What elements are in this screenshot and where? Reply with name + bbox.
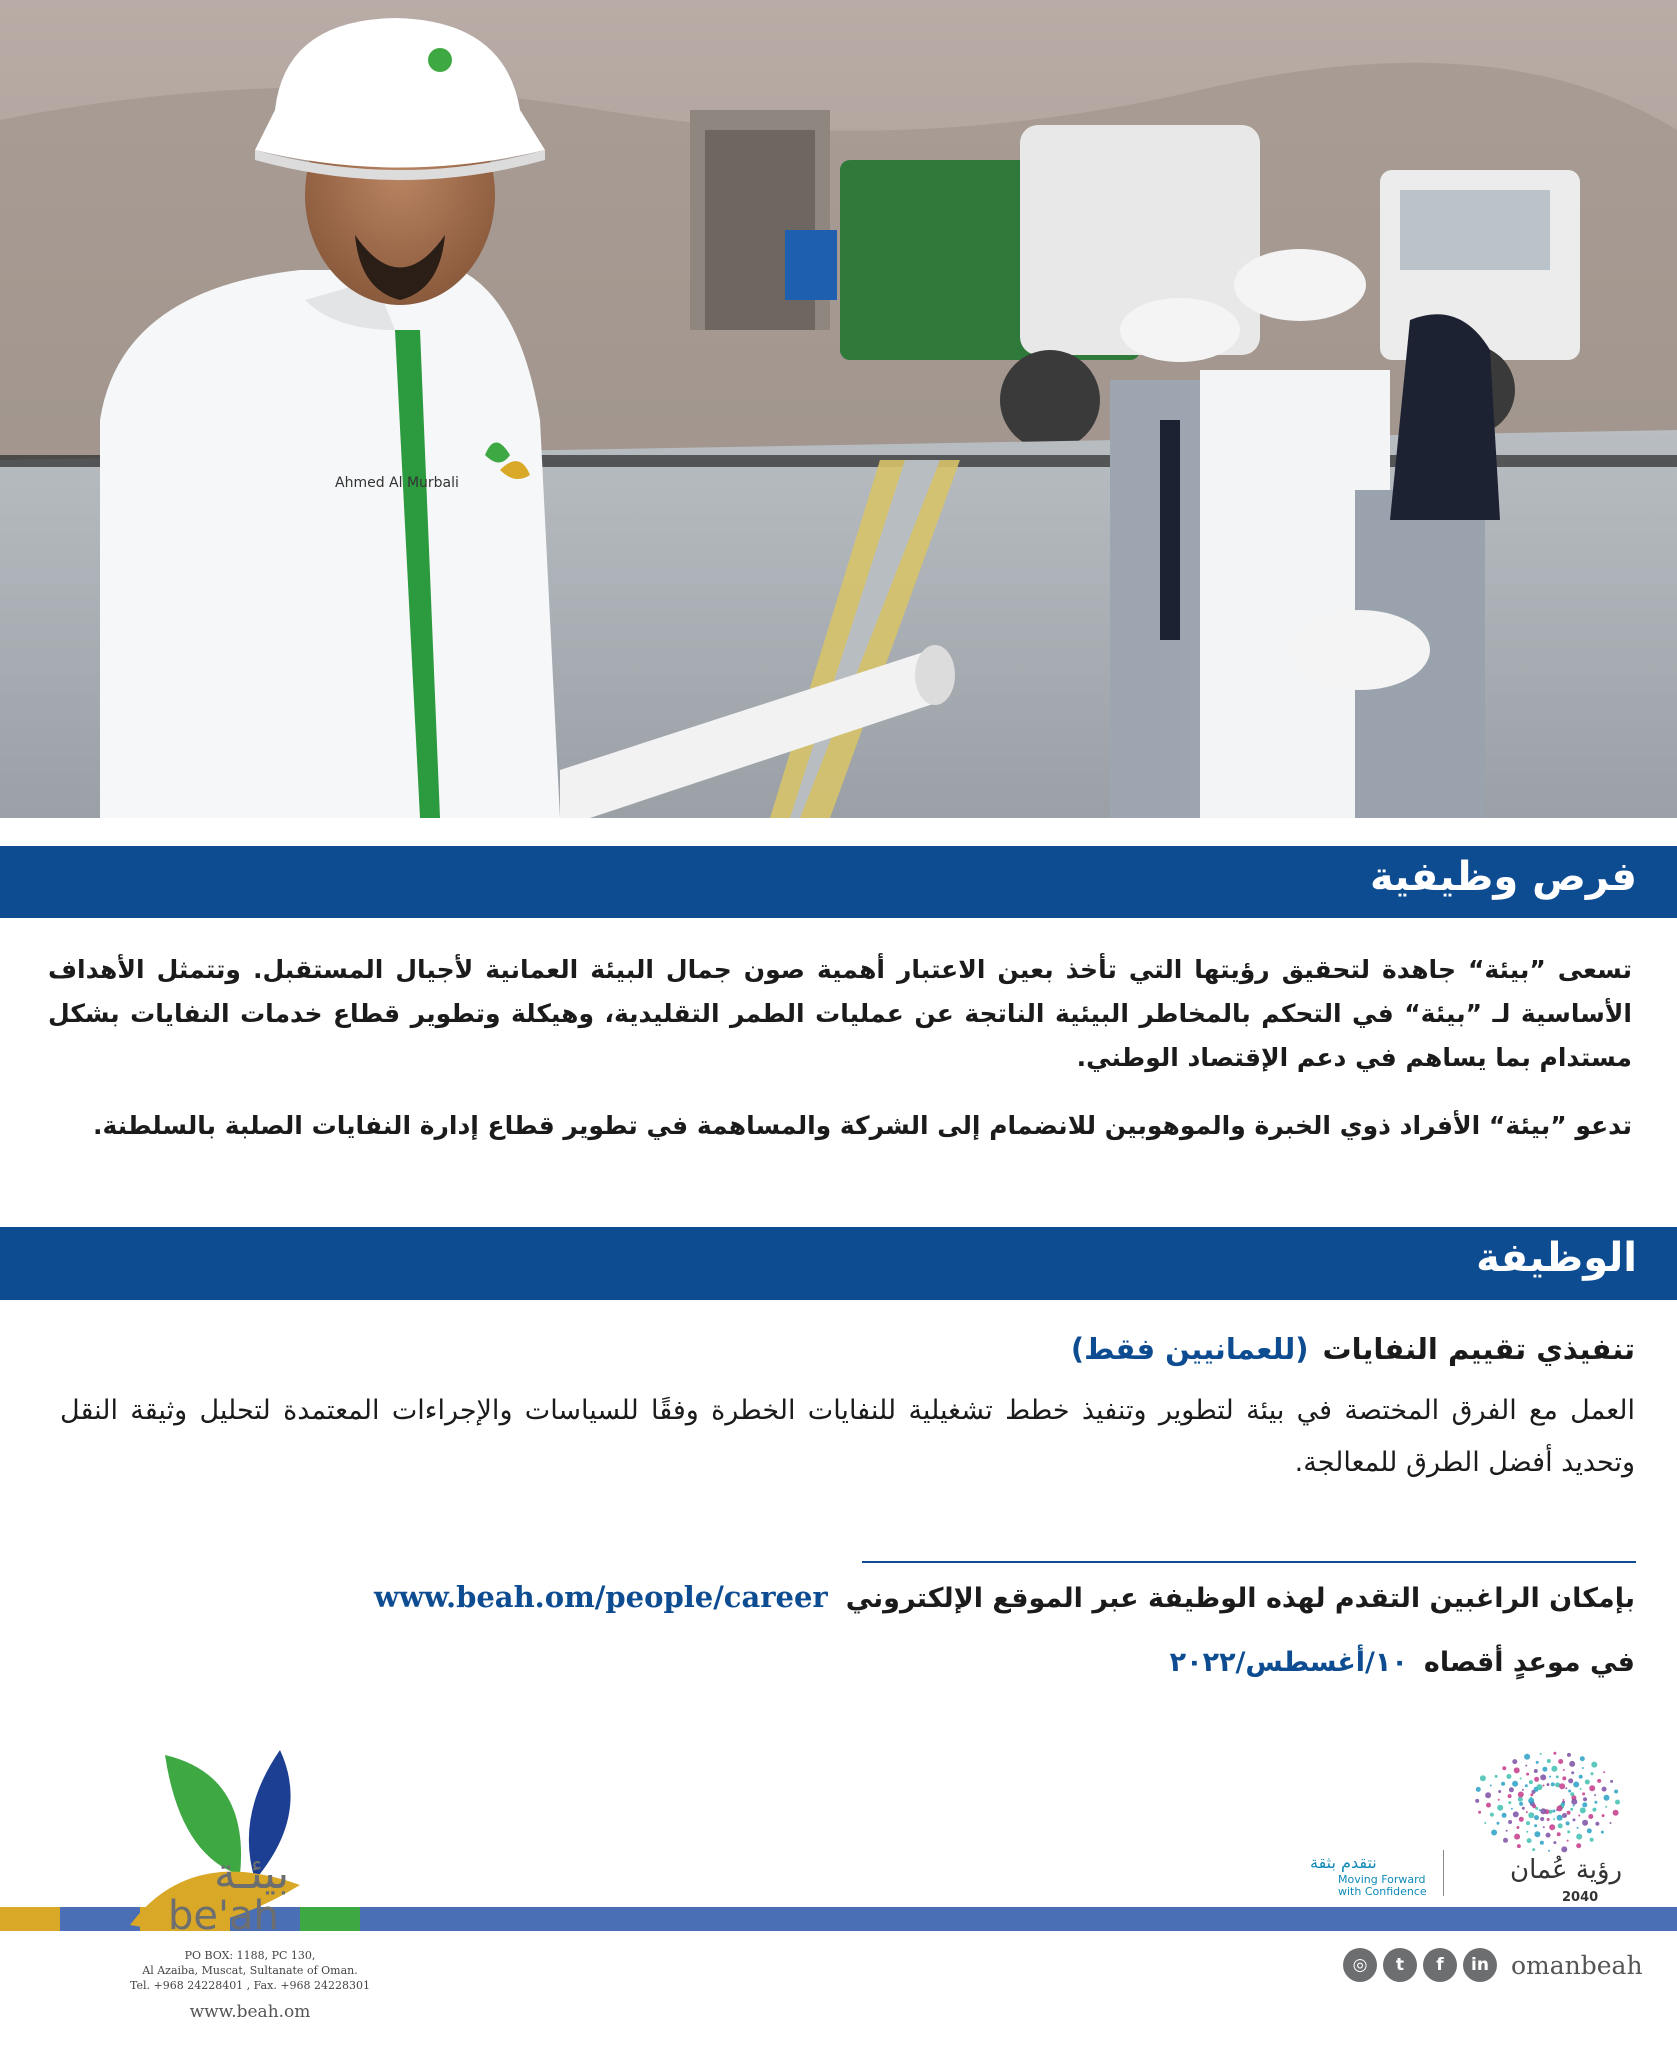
vision-dot xyxy=(1602,1787,1607,1792)
vision-dot xyxy=(1518,1792,1524,1798)
instagram-icon[interactable]: ◎ xyxy=(1343,1948,1377,1982)
vision-dot xyxy=(1605,1806,1607,1808)
vision-dot xyxy=(1528,1812,1534,1818)
vision-dot xyxy=(1526,1773,1529,1776)
vision-dot xyxy=(1582,1820,1588,1826)
vision-dot xyxy=(1512,1759,1517,1764)
vision-dot xyxy=(1478,1811,1481,1814)
vision-dot xyxy=(1602,1814,1605,1817)
vision-dot xyxy=(1589,1785,1595,1791)
vision-dot xyxy=(1540,1774,1546,1780)
vision-dot xyxy=(1547,1783,1550,1786)
deadline-line xyxy=(1170,1647,1635,1678)
vision-dot xyxy=(1526,1831,1528,1833)
opportunities-paragraph-1: تسعى ”بيئة“ جاهدة لتحقيق رؤيتها التي تأخذ بعين الاعتبار أهمية صون جمال البيئة العمانية لأجيال المستقبل. وتتمثل الأهداف الأساسية لـ ”بيئة“ في التحكم بالمخاطر البيئية الناتجة عن عمليات الطمر التقليدية، وهيكلة وتطوير قطاع خدمات النفايات بشكل مستدام بما يساهم في دعم الإقتصاد الوطني. xyxy=(48,955,1632,1072)
vision-dot xyxy=(1614,1790,1618,1794)
vision-dot xyxy=(1547,1818,1550,1821)
vision-dot xyxy=(1532,1848,1535,1851)
badge-name: Ahmed Al Murbali xyxy=(335,475,459,491)
logo-separator xyxy=(1443,1850,1444,1896)
vision-dot xyxy=(1526,1821,1530,1825)
vision-dot xyxy=(1594,1794,1596,1796)
vision-dot xyxy=(1508,1820,1512,1824)
vision-dot xyxy=(1529,1780,1533,1784)
vision-dot xyxy=(1610,1780,1613,1783)
vision-dot xyxy=(1567,1830,1570,1833)
vision-dot xyxy=(1551,1766,1557,1772)
vision-dot xyxy=(1497,1822,1500,1825)
vision-dot xyxy=(1582,1792,1585,1795)
vision-dot xyxy=(1576,1843,1581,1848)
job-title-text: تنفيذي تقييم النفايات xyxy=(1322,1332,1635,1366)
vision-dot xyxy=(1543,1826,1545,1828)
vision-dot xyxy=(1592,1808,1596,1812)
vision-dot xyxy=(1490,1813,1494,1817)
vision-dot xyxy=(1556,1809,1558,1811)
vision-dot xyxy=(1585,1780,1590,1785)
social-handle[interactable]: omanbeah xyxy=(1511,1950,1643,1980)
vision-dot xyxy=(1502,1766,1506,1770)
logo-english: be'ah xyxy=(168,1893,279,1939)
vision-dot xyxy=(1594,1801,1597,1804)
vision-dot xyxy=(1540,1753,1542,1755)
vision-dot xyxy=(1506,1830,1508,1832)
vision-dot xyxy=(1604,1795,1610,1801)
vision-dot xyxy=(1570,1808,1573,1811)
vision-dot xyxy=(1582,1802,1587,1807)
vision-dot xyxy=(1577,1827,1579,1829)
vision-dot xyxy=(1569,1761,1575,1767)
vision-dot xyxy=(1580,1807,1586,1813)
vision-dot xyxy=(1573,1805,1575,1807)
vision-dot xyxy=(1551,1782,1555,1786)
apply-text: بإمكان الراغبين التقدم لهذه الوظيفة عبر الموقع الإلكتروني xyxy=(845,1583,1635,1614)
facebook-icon[interactable]: f xyxy=(1423,1948,1457,1982)
divider-line xyxy=(862,1561,1636,1563)
vision-dot xyxy=(1527,1838,1532,1843)
job-note: (للعمانيين فقط) xyxy=(1070,1332,1309,1366)
vision-dot xyxy=(1590,1838,1594,1842)
vision-dot xyxy=(1562,1776,1566,1780)
vision-dot xyxy=(1563,1799,1565,1801)
vision-dot xyxy=(1603,1771,1605,1773)
vision-dot xyxy=(1522,1789,1524,1791)
address-line-2: Al Azaiba, Muscat, Sultanate of Oman. xyxy=(142,1964,358,1977)
vision-dot xyxy=(1553,1752,1556,1755)
footer-website[interactable]: www.beah.om xyxy=(189,2002,311,2022)
job-banner xyxy=(0,1227,1677,1300)
moving-forward-line-1: Moving Forward xyxy=(1338,1873,1426,1886)
vision-dot xyxy=(1613,1810,1619,1816)
vision-dot xyxy=(1497,1805,1503,1811)
vision-dot xyxy=(1539,1809,1541,1811)
vision-dot xyxy=(1615,1800,1620,1805)
moving-forward-english xyxy=(1338,1874,1438,1898)
vision-dot xyxy=(1508,1801,1511,1804)
vision-dot xyxy=(1573,1818,1576,1821)
vision-dot xyxy=(1491,1830,1497,1836)
job-section-title: الوظيفة xyxy=(1476,1235,1637,1281)
vision-dot xyxy=(1534,1777,1539,1782)
job-description: العمل مع الفرق المختصة في بيئة لتطوير وتنفيذ خطط تشغيلية للنفايات الخطرة وفقًا للسياسات والإجراءات المعتمدة لتحليل وثيقة النقل وتحديد أفضل الطرق للمعالجة. xyxy=(60,1395,1635,1478)
vision-dot xyxy=(1530,1797,1532,1799)
vision-dot xyxy=(1567,1811,1571,1815)
vision-dot xyxy=(1548,1850,1550,1852)
moving-forward-arabic: نتقدم بثقة xyxy=(1310,1853,1377,1872)
vision-dot xyxy=(1486,1803,1491,1808)
address-line-3: Tel. +968 24228401 , Fax. +968 24228301 xyxy=(129,1979,371,1992)
vision-dot xyxy=(1568,1790,1571,1793)
vision-dot xyxy=(1591,1762,1597,1768)
vision-dot xyxy=(1558,1759,1563,1764)
linkedin-icon[interactable]: in xyxy=(1463,1948,1497,1982)
vision-dot xyxy=(1567,1840,1569,1842)
vision-dot xyxy=(1591,1772,1594,1775)
vision-dot xyxy=(1549,1824,1555,1830)
vision-dot xyxy=(1514,1767,1520,1773)
vision-dot xyxy=(1512,1781,1518,1787)
vision-dot xyxy=(1549,1776,1551,1778)
vision-dot xyxy=(1484,1822,1486,1824)
opportunities-paragraph-2: تدعو ”بيئة“ الأفراد ذوي الخبرة والموهوبين للانضمام إلى الشركة والمساهمة في تطوير قطاع إدارة النفايات الصلبة بالسلطنة. xyxy=(92,1111,1632,1140)
vision-dot xyxy=(1513,1811,1519,1817)
vision-dot xyxy=(1495,1775,1498,1778)
vision-dot xyxy=(1587,1828,1592,1833)
vision-dot xyxy=(1571,1799,1577,1805)
vision-dot xyxy=(1543,1785,1545,1787)
vision-dot xyxy=(1498,1790,1501,1793)
vision-dot xyxy=(1519,1802,1523,1806)
vision-dot xyxy=(1508,1794,1512,1798)
vision-dot xyxy=(1558,1823,1563,1828)
vision-dot xyxy=(1568,1778,1573,1783)
vision-dot xyxy=(1561,1846,1567,1852)
address-line-1: PO BOX: 1188, PC 130, xyxy=(184,1949,316,1962)
vision-dot xyxy=(1514,1834,1520,1840)
vision-dot xyxy=(1525,1765,1527,1767)
vision-dot xyxy=(1542,1767,1547,1772)
vision-dot xyxy=(1509,1787,1514,1792)
vision-dot xyxy=(1573,1782,1579,1788)
vision-dot xyxy=(1536,1761,1539,1764)
vision-dot xyxy=(1582,1767,1584,1769)
vision-dot xyxy=(1525,1784,1528,1787)
apply-line xyxy=(374,1580,1635,1614)
vision-dot xyxy=(1526,1811,1528,1813)
vision-dot xyxy=(1476,1787,1481,1792)
vision-dot xyxy=(1520,1778,1522,1780)
deadline-date: ١٠/أغسطس/٢٠٢٢ xyxy=(1169,1647,1408,1678)
vision-dot xyxy=(1578,1815,1580,1817)
vision-dot xyxy=(1506,1774,1511,1779)
vision-dot xyxy=(1557,1832,1561,1836)
vision-dot xyxy=(1534,1769,1538,1773)
vision-dot xyxy=(1595,1822,1599,1826)
vision-dot xyxy=(1524,1754,1530,1760)
vision-dot xyxy=(1501,1782,1505,1786)
opportunities-banner xyxy=(0,846,1677,918)
vision-dot xyxy=(1559,1783,1565,1789)
vision-dot xyxy=(1583,1797,1587,1801)
vision-dot xyxy=(1546,1833,1551,1838)
vision-dot xyxy=(1562,1813,1567,1818)
job-title xyxy=(1071,1332,1635,1366)
deadline-label: في موعدٍ أقصاه xyxy=(1423,1647,1635,1678)
vision-dot xyxy=(1610,1822,1612,1824)
vision-year: 2040 xyxy=(1562,1890,1599,1905)
vision-dot xyxy=(1503,1838,1508,1843)
vision-dot xyxy=(1566,1821,1570,1825)
vision-dot xyxy=(1576,1834,1582,1840)
opportunities-title: فرص وظيفية xyxy=(1369,854,1637,900)
twitter-icon[interactable]: t xyxy=(1383,1948,1417,1982)
vision-dot xyxy=(1597,1779,1601,1783)
vision-dot xyxy=(1571,1771,1574,1774)
vision-dot xyxy=(1579,1775,1583,1779)
vision-dot xyxy=(1498,1799,1500,1801)
social-bar xyxy=(1343,1948,1643,1982)
vision-dot xyxy=(1475,1799,1479,1803)
vision-dot xyxy=(1540,1817,1544,1821)
vision-dot xyxy=(1547,1759,1551,1763)
vision-dot xyxy=(1537,1784,1543,1790)
address-block xyxy=(100,1948,400,1993)
vision-dot xyxy=(1588,1814,1593,1819)
vision-dot xyxy=(1516,1826,1519,1829)
vision-dot xyxy=(1540,1808,1546,1814)
career-link[interactable]: www.beah.om/people/career xyxy=(374,1580,828,1614)
vision-dot xyxy=(1502,1813,1507,1818)
vision-dot xyxy=(1490,1785,1492,1787)
vision-dot xyxy=(1519,1817,1524,1822)
vision-dot xyxy=(1553,1841,1556,1844)
vision-dot xyxy=(1522,1807,1525,1810)
vision-dot xyxy=(1517,1844,1521,1848)
vision-dot xyxy=(1485,1792,1491,1798)
vision-dot xyxy=(1580,1756,1585,1761)
vision-dot xyxy=(1556,1775,1559,1778)
logo-arabic: بيئـة xyxy=(214,1848,290,1899)
vision-dot xyxy=(1534,1815,1539,1820)
vision-dot xyxy=(1540,1841,1544,1845)
vision-dot xyxy=(1511,1808,1513,1810)
moving-forward-line-2: with Confidence xyxy=(1338,1885,1427,1898)
vision-dot xyxy=(1480,1775,1486,1781)
hero-photo xyxy=(0,0,1677,818)
vision-dot xyxy=(1557,1815,1563,1821)
vision-dot xyxy=(1601,1831,1604,1834)
vision-dot xyxy=(1534,1831,1540,1837)
vision-dot xyxy=(1552,1810,1555,1813)
vision-dot xyxy=(1563,1769,1565,1771)
vision-arabic: رؤية عُمان xyxy=(1510,1855,1623,1885)
vision-dot xyxy=(1565,1787,1567,1789)
vision-dot xyxy=(1567,1753,1571,1757)
vision-dot xyxy=(1580,1788,1582,1790)
vision-dot xyxy=(1553,1818,1555,1820)
vision-dot xyxy=(1534,1824,1537,1827)
